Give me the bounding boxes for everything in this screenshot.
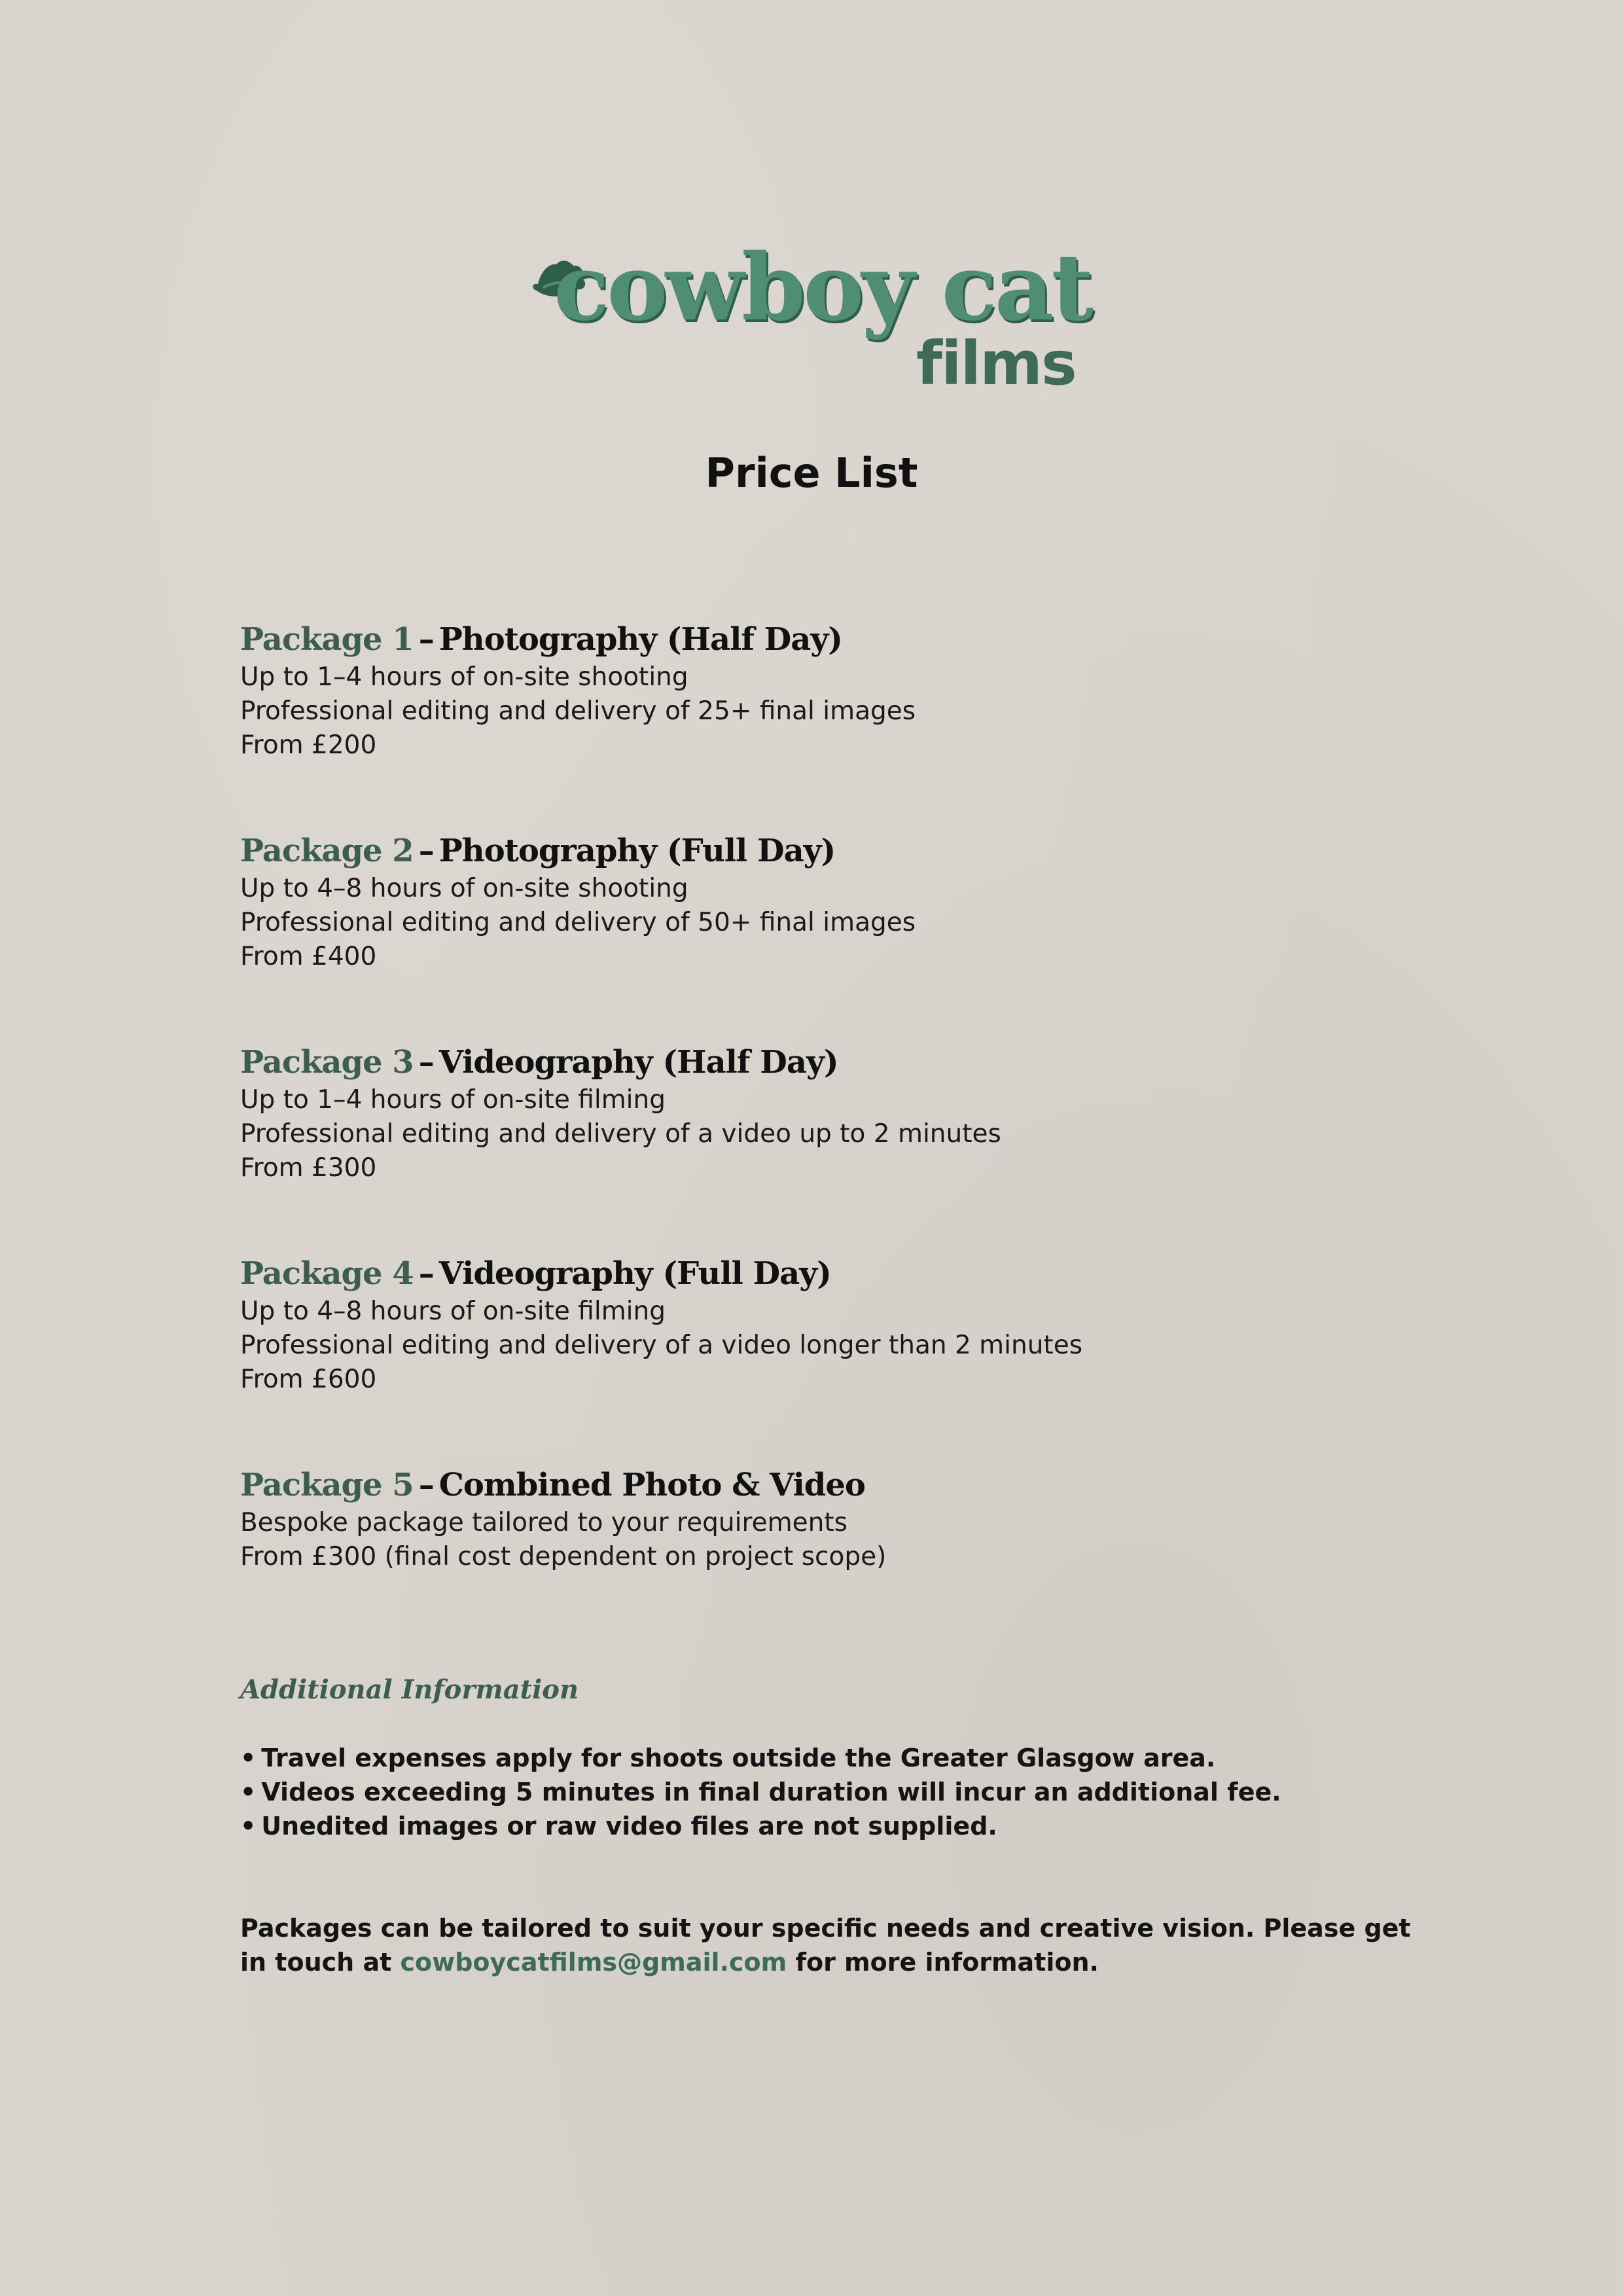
bullet-text: Unedited images or raw video files are not supplied. [261, 1812, 997, 1840]
logo-wordmark: cowboy cat [554, 234, 1092, 342]
package-list [240, 619, 1484, 1676]
package-price: From £600 [240, 1365, 377, 1394]
package-dash: – [418, 1255, 434, 1292]
package-heading [240, 1253, 1484, 1295]
package-name: Videography (Half Day) [438, 1044, 838, 1081]
package-price: From £400 [240, 942, 377, 971]
additional-info-list [240, 1741, 1281, 1843]
bullet-icon: • [240, 1778, 257, 1806]
package-duration: Up to 4–8 hours of on-site filming [240, 1297, 666, 1326]
brand-logo [530, 234, 1106, 406]
package-item [240, 1253, 1484, 1464]
package-deliverable: Professional editing and delivery of a video longer than 2 minutes [240, 1331, 1083, 1360]
package-heading [240, 1041, 1484, 1083]
package-heading [240, 1464, 1484, 1506]
package-number: Package 5 [240, 1467, 414, 1503]
package-dash: – [418, 1467, 434, 1503]
package-duration: Up to 4–8 hours of on-site shooting [240, 874, 688, 903]
package-price: From £300 [240, 1153, 377, 1183]
bullet-icon: • [240, 1744, 257, 1772]
closing-paragraph [240, 1911, 1431, 1979]
package-name: Photography (Half Day) [438, 621, 842, 658]
package-number: Package 2 [240, 833, 414, 869]
bullet-text: Travel expenses apply for shoots outside the Greater Glasgow area. [261, 1744, 1216, 1772]
bullet-icon: • [240, 1812, 257, 1840]
list-item [240, 1809, 1281, 1843]
package-duration: Up to 1–4 hours of on-site filming [240, 1085, 666, 1115]
logo-subtitle: films [916, 329, 1076, 399]
package-name: Videography (Full Day) [438, 1255, 831, 1292]
package-item [240, 619, 1484, 830]
package-duration: Up to 1–4 hours of on-site shooting [240, 662, 688, 692]
package-deliverable: Professional editing and delivery of a video up to 2 minutes [240, 1119, 1001, 1149]
list-item [240, 1775, 1281, 1809]
package-deliverable: Professional editing and delivery of 50+ final images [240, 908, 916, 937]
package-number: Package 1 [240, 621, 414, 658]
package-heading [240, 830, 1484, 872]
package-dash: – [418, 1044, 434, 1081]
package-dash: – [418, 621, 434, 658]
additional-info-heading: Additional Information [240, 1674, 579, 1705]
package-number: Package 3 [240, 1044, 414, 1081]
package-description: Bespoke package tailored to your requirements [240, 1508, 847, 1537]
page-title: Price List [705, 449, 918, 497]
package-item [240, 830, 1484, 1041]
package-item [240, 1041, 1484, 1253]
package-heading [240, 619, 1484, 660]
package-dash: – [418, 833, 434, 869]
package-name: Photography (Full Day) [438, 833, 836, 869]
package-price: From £200 [240, 730, 377, 760]
list-item [240, 1741, 1281, 1775]
package-deliverable: Professional editing and delivery of 25+ final images [240, 696, 916, 726]
bullet-text: Videos exceeding 5 minutes in final duration will incur an additional fee. [261, 1778, 1281, 1806]
email-link[interactable]: cowboycatfilms@gmail.com [400, 1948, 787, 1977]
closing-text-after: for more information. [795, 1948, 1099, 1977]
package-price: From £300 (final cost dependent on project scope) [240, 1542, 887, 1571]
package-name: Combined Photo & Video [438, 1467, 865, 1503]
package-number: Package 4 [240, 1255, 414, 1292]
closing-text-before: Packages can be tailored to suit your specific needs and creative vision. Please get in touch at [240, 1914, 1411, 1977]
package-item [240, 1464, 1484, 1676]
